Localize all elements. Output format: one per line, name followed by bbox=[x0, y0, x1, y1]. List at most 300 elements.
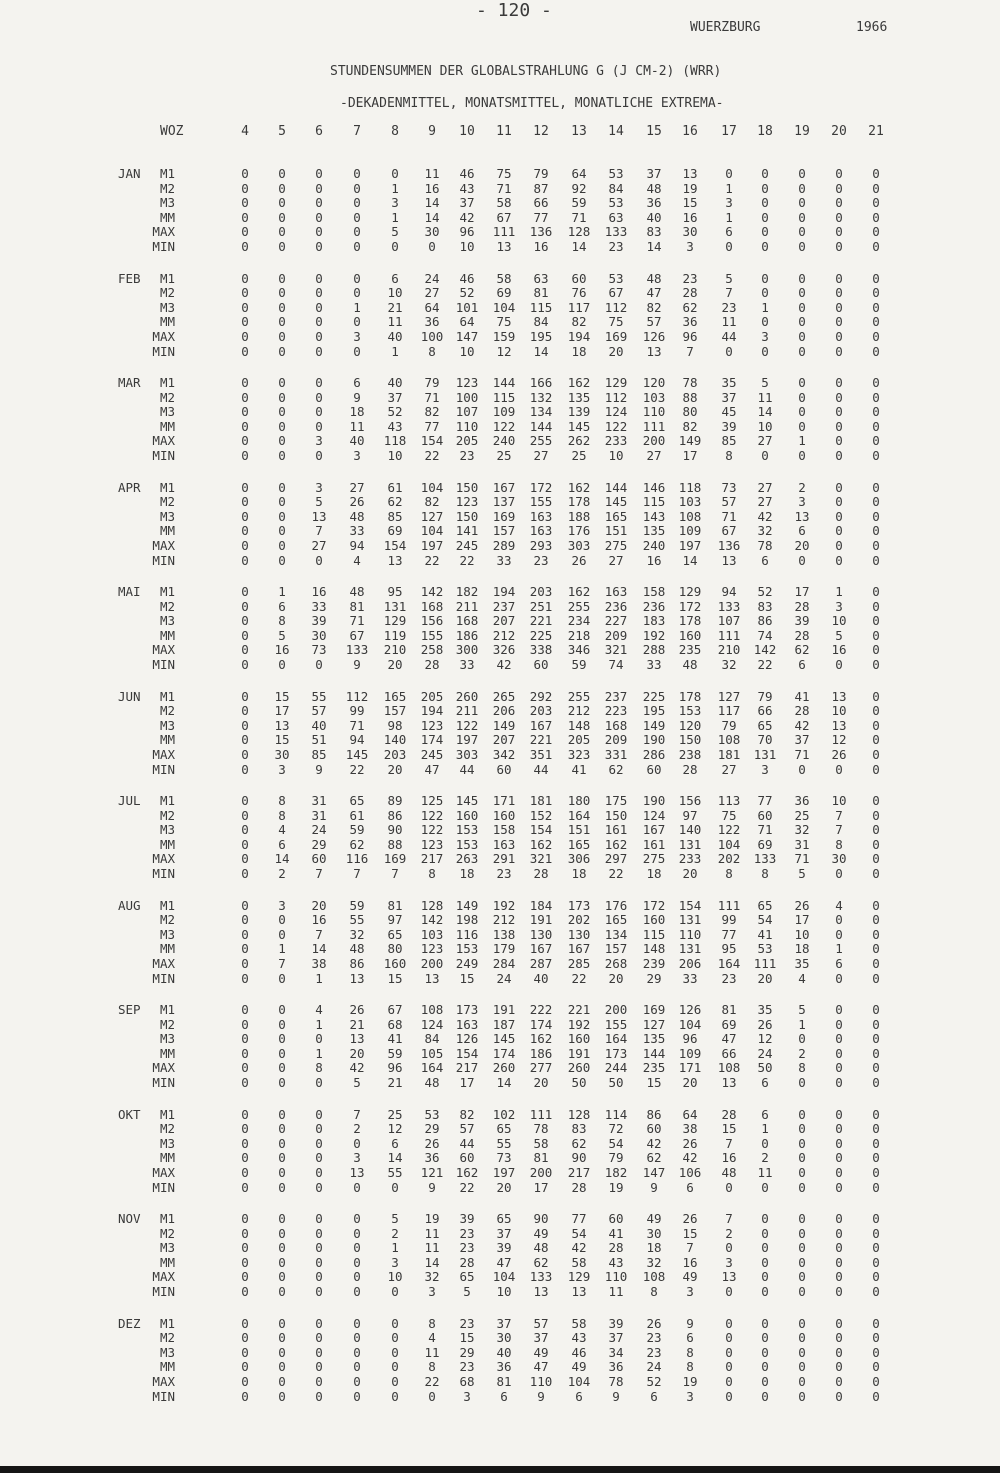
table-cell: 8 bbox=[428, 1315, 436, 1331]
table-row bbox=[0, 166, 1000, 181]
table-cell: 0 bbox=[872, 375, 880, 390]
table-cell: 102 bbox=[492, 1106, 516, 1122]
table-cell: 115 bbox=[642, 494, 666, 510]
table-cell: 24 bbox=[757, 1045, 773, 1061]
stat-label: MIN bbox=[152, 552, 175, 568]
table-cell: 105 bbox=[420, 1045, 444, 1061]
month-label: OKT bbox=[118, 1106, 141, 1122]
table-cell: 12 bbox=[387, 1121, 403, 1137]
table-cell: 1 bbox=[798, 433, 806, 449]
table-cell: 0 bbox=[315, 375, 323, 390]
table-cell: 0 bbox=[315, 1121, 323, 1137]
table-cell: 0 bbox=[241, 627, 249, 643]
table-cell: 0 bbox=[353, 1179, 361, 1195]
table-row bbox=[0, 494, 1000, 509]
table-cell: 13 bbox=[831, 688, 847, 704]
table-cell: 0 bbox=[353, 1359, 361, 1375]
table-cell: 174 bbox=[420, 732, 444, 748]
table-cell: 104 bbox=[678, 1016, 702, 1032]
table-cell: 0 bbox=[353, 1225, 361, 1241]
table-row bbox=[0, 329, 1000, 344]
table-cell: 22 bbox=[424, 552, 440, 568]
table-cell: 0 bbox=[835, 1106, 843, 1122]
table-row bbox=[0, 239, 1000, 254]
stat-label: MIN bbox=[152, 866, 175, 881]
table-cell: 132 bbox=[529, 389, 553, 405]
table-cell: 0 bbox=[872, 912, 880, 928]
table-cell: 0 bbox=[315, 1373, 323, 1389]
scan-bottom-edge bbox=[0, 1466, 1000, 1473]
table-cell: 0 bbox=[428, 1388, 436, 1404]
table-cell: 0 bbox=[278, 1240, 286, 1256]
stat-label: M3 bbox=[159, 1031, 175, 1047]
table-cell: 0 bbox=[278, 270, 286, 286]
table-cell: 0 bbox=[798, 448, 806, 463]
table-cell: 131 bbox=[678, 912, 702, 928]
table-cell: 0 bbox=[835, 1240, 843, 1256]
table-cell: 223 bbox=[604, 703, 628, 719]
table-cell: 338 bbox=[529, 642, 553, 658]
table-cell: 6 bbox=[391, 270, 399, 286]
stat-label: MIN bbox=[152, 448, 175, 463]
table-cell: 167 bbox=[492, 479, 516, 495]
table-cell: 8 bbox=[278, 613, 286, 629]
table-cell: 245 bbox=[420, 746, 444, 762]
hour-header: 10 bbox=[459, 124, 475, 139]
stat-label: MAX bbox=[152, 642, 175, 658]
table-cell: 65 bbox=[757, 717, 773, 733]
table-cell: 0 bbox=[872, 328, 880, 344]
table-cell: 107 bbox=[717, 613, 741, 629]
stat-label: M3 bbox=[159, 299, 175, 315]
stat-label: M3 bbox=[159, 1240, 175, 1256]
table-cell: 0 bbox=[872, 433, 880, 449]
table-cell: 0 bbox=[241, 285, 249, 301]
table-cell: 157 bbox=[604, 941, 628, 957]
table-cell: 0 bbox=[353, 1315, 361, 1331]
table-cell: 16 bbox=[682, 209, 698, 225]
table-cell: 0 bbox=[391, 1284, 399, 1299]
table-cell: 0 bbox=[315, 285, 323, 301]
table-cell: 26 bbox=[646, 1315, 662, 1331]
table-cell: 0 bbox=[798, 1135, 806, 1151]
table-cell: 255 bbox=[567, 688, 591, 704]
table-cell: 57 bbox=[311, 703, 327, 719]
table-cell: 0 bbox=[315, 209, 323, 225]
table-cell: 106 bbox=[678, 1164, 702, 1180]
table-cell: 85 bbox=[721, 433, 737, 449]
table-row bbox=[0, 375, 1000, 390]
table-cell: 144 bbox=[529, 418, 553, 434]
table-cell: 0 bbox=[278, 166, 286, 181]
table-cell: 48 bbox=[682, 657, 698, 672]
table-cell: 67 bbox=[496, 209, 512, 225]
table-cell: 26 bbox=[349, 494, 365, 510]
table-cell: 127 bbox=[420, 508, 444, 524]
table-cell: 0 bbox=[725, 166, 733, 181]
table-cell: 62 bbox=[349, 836, 365, 852]
table-cell: 0 bbox=[315, 270, 323, 286]
table-cell: 28 bbox=[682, 761, 698, 777]
table-cell: 156 bbox=[678, 793, 702, 808]
table-cell: 36 bbox=[424, 1150, 440, 1166]
table-cell: 145 bbox=[604, 494, 628, 510]
table-cell: 244 bbox=[604, 1060, 628, 1076]
table-cell: 203 bbox=[529, 584, 553, 599]
table-row bbox=[0, 898, 1000, 913]
table-cell: 81 bbox=[721, 1002, 737, 1017]
table-cell: 138 bbox=[492, 926, 516, 942]
table-cell: 0 bbox=[872, 970, 880, 986]
table-cell: 0 bbox=[241, 955, 249, 971]
table-cell: 160 bbox=[642, 912, 666, 928]
table-cell: 202 bbox=[717, 851, 741, 867]
table-cell: 3 bbox=[686, 1388, 694, 1404]
table-cell: 69 bbox=[721, 1016, 737, 1032]
table-cell: 0 bbox=[353, 166, 361, 181]
table-cell: 27 bbox=[757, 494, 773, 510]
table-cell: 0 bbox=[872, 1284, 880, 1299]
table-cell: 0 bbox=[278, 1164, 286, 1180]
table-cell: 178 bbox=[678, 613, 702, 629]
table-cell: 4 bbox=[835, 897, 843, 913]
table-cell: 70 bbox=[757, 732, 773, 748]
table-cell: 42 bbox=[794, 717, 810, 733]
table-cell: 0 bbox=[872, 494, 880, 510]
table-cell: 0 bbox=[872, 552, 880, 568]
table-cell: 6 bbox=[761, 1106, 769, 1122]
table-cell: 0 bbox=[798, 1315, 806, 1331]
table-cell: 0 bbox=[315, 418, 323, 434]
table-cell: 30 bbox=[274, 746, 290, 762]
table-row bbox=[0, 224, 1000, 239]
table-cell: 27 bbox=[533, 448, 549, 463]
table-cell: 7 bbox=[725, 1135, 733, 1151]
table-cell: 131 bbox=[753, 746, 777, 762]
table-cell: 0 bbox=[278, 1031, 286, 1047]
table-cell: 0 bbox=[872, 1016, 880, 1032]
table-cell: 19 bbox=[682, 180, 698, 196]
table-cell: 0 bbox=[798, 1225, 806, 1241]
table-row bbox=[0, 1017, 1000, 1032]
table-cell: 0 bbox=[761, 343, 769, 359]
table-cell: 54 bbox=[757, 912, 773, 928]
table-cell: 0 bbox=[315, 1315, 323, 1331]
table-cell: 120 bbox=[678, 717, 702, 733]
table-row bbox=[0, 1359, 1000, 1374]
table-cell: 0 bbox=[835, 209, 843, 225]
table-cell: 0 bbox=[241, 807, 249, 823]
stat-label: MAX bbox=[152, 224, 175, 240]
stat-label: M2 bbox=[159, 1016, 175, 1032]
hour-header: 11 bbox=[496, 124, 512, 139]
table-cell: 3 bbox=[463, 1388, 471, 1404]
table-cell: 0 bbox=[761, 1240, 769, 1256]
table-cell: 190 bbox=[642, 732, 666, 748]
table-row bbox=[0, 971, 1000, 986]
table-cell: 0 bbox=[835, 508, 843, 524]
table-cell: 321 bbox=[529, 851, 553, 867]
table-row bbox=[0, 956, 1000, 971]
table-cell: 182 bbox=[455, 584, 479, 599]
table-cell: 5 bbox=[798, 866, 806, 881]
table-cell: 0 bbox=[241, 1045, 249, 1061]
table-cell: 7 bbox=[835, 807, 843, 823]
table-cell: 25 bbox=[794, 807, 810, 823]
table-cell: 48 bbox=[646, 270, 662, 286]
table-cell: 60 bbox=[459, 1150, 475, 1166]
table-cell: 82 bbox=[646, 299, 662, 315]
table-cell: 153 bbox=[455, 822, 479, 838]
table-row bbox=[0, 285, 1000, 300]
table-cell: 124 bbox=[642, 807, 666, 823]
table-cell: 0 bbox=[798, 404, 806, 420]
table-cell: 0 bbox=[835, 224, 843, 240]
table-cell: 0 bbox=[872, 1150, 880, 1166]
table-cell: 28 bbox=[571, 1179, 587, 1195]
table-cell: 2 bbox=[761, 1150, 769, 1166]
table-cell: 0 bbox=[872, 657, 880, 672]
table-cell: 111 bbox=[753, 955, 777, 971]
table-cell: 169 bbox=[642, 1002, 666, 1017]
table-cell: 59 bbox=[571, 195, 587, 211]
table-cell: 0 bbox=[872, 389, 880, 405]
table-cell: 0 bbox=[835, 166, 843, 181]
stat-label: MAX bbox=[152, 1164, 175, 1180]
table-row bbox=[0, 1389, 1000, 1404]
table-cell: 0 bbox=[835, 1121, 843, 1137]
table-cell: 33 bbox=[349, 523, 365, 539]
table-cell: 0 bbox=[278, 224, 286, 240]
table-cell: 33 bbox=[311, 598, 327, 614]
table-cell: 46 bbox=[571, 1344, 587, 1360]
table-cell: 83 bbox=[571, 1121, 587, 1137]
stat-label: M3 bbox=[159, 926, 175, 942]
table-cell: 142 bbox=[753, 642, 777, 658]
table-cell: 0 bbox=[278, 343, 286, 359]
table-cell: 174 bbox=[529, 1016, 553, 1032]
month-label: DEZ bbox=[118, 1315, 141, 1331]
table-cell: 0 bbox=[798, 389, 806, 405]
table-cell: 155 bbox=[529, 494, 553, 510]
table-cell: 20 bbox=[608, 343, 624, 359]
table-cell: 6 bbox=[686, 1179, 694, 1195]
table-cell: 11 bbox=[424, 1344, 440, 1360]
table-cell: 25 bbox=[571, 448, 587, 463]
table-cell: 26 bbox=[831, 746, 847, 762]
table-cell: 119 bbox=[383, 627, 407, 643]
table-cell: 110 bbox=[604, 1269, 628, 1285]
table-cell: 0 bbox=[872, 866, 880, 881]
table-cell: 0 bbox=[315, 314, 323, 330]
table-cell: 0 bbox=[761, 270, 769, 286]
table-cell: 0 bbox=[391, 166, 399, 181]
table-cell: 3 bbox=[428, 1284, 436, 1299]
table-cell: 23 bbox=[533, 552, 549, 568]
table-cell: 206 bbox=[678, 955, 702, 971]
table-cell: 2 bbox=[353, 1121, 361, 1137]
table-cell: 27 bbox=[757, 479, 773, 495]
table-cell: 64 bbox=[682, 1106, 698, 1122]
table-cell: 74 bbox=[757, 627, 773, 643]
table-cell: 289 bbox=[492, 537, 516, 553]
table-cell: 23 bbox=[459, 1315, 475, 1331]
table-cell: 145 bbox=[345, 746, 369, 762]
table-cell: 11 bbox=[424, 166, 440, 181]
table-cell: 0 bbox=[278, 1075, 286, 1090]
table-cell: 0 bbox=[761, 1211, 769, 1226]
table-cell: 164 bbox=[567, 807, 591, 823]
table-cell: 0 bbox=[725, 1240, 733, 1256]
table-cell: 20 bbox=[682, 866, 698, 881]
table-cell: 122 bbox=[717, 822, 741, 838]
table-cell: 234 bbox=[567, 613, 591, 629]
table-cell: 0 bbox=[241, 836, 249, 852]
table-row bbox=[0, 1107, 1000, 1122]
table-cell: 23 bbox=[459, 1225, 475, 1241]
table-cell: 0 bbox=[278, 418, 286, 434]
stat-label: MIN bbox=[152, 1388, 175, 1404]
table-cell: 20 bbox=[757, 970, 773, 986]
table-cell: 48 bbox=[349, 941, 365, 957]
table-cell: 0 bbox=[872, 285, 880, 301]
table-cell: 75 bbox=[496, 314, 512, 330]
table-row bbox=[0, 1060, 1000, 1075]
table-cell: 251 bbox=[529, 598, 553, 614]
table-cell: 157 bbox=[492, 523, 516, 539]
table-cell: 3 bbox=[761, 328, 769, 344]
table-cell: 11 bbox=[757, 389, 773, 405]
table-cell: 0 bbox=[835, 1179, 843, 1195]
table-cell: 0 bbox=[798, 1330, 806, 1346]
table-cell: 8 bbox=[725, 866, 733, 881]
stat-label: M1 bbox=[159, 166, 175, 181]
table-row bbox=[0, 1031, 1000, 1046]
table-cell: 82 bbox=[459, 1106, 475, 1122]
table-cell: 0 bbox=[872, 314, 880, 330]
table-cell: 126 bbox=[455, 1031, 479, 1047]
table-cell: 13 bbox=[646, 343, 662, 359]
table-cell: 162 bbox=[567, 479, 591, 495]
table-cell: 67 bbox=[721, 523, 737, 539]
table-cell: 37 bbox=[459, 195, 475, 211]
table-cell: 49 bbox=[571, 1359, 587, 1375]
table-cell: 0 bbox=[241, 418, 249, 434]
table-cell: 0 bbox=[353, 270, 361, 286]
table-cell: 37 bbox=[646, 166, 662, 181]
table-row bbox=[0, 1002, 1000, 1017]
table-cell: 0 bbox=[391, 1179, 399, 1195]
table-cell: 0 bbox=[241, 613, 249, 629]
table-row bbox=[0, 747, 1000, 762]
table-cell: 9 bbox=[650, 1179, 658, 1195]
table-cell: 0 bbox=[315, 1269, 323, 1285]
stat-label: MM bbox=[159, 1254, 175, 1270]
table-cell: 72 bbox=[608, 1121, 624, 1137]
table-cell: 116 bbox=[345, 851, 369, 867]
table-cell: 107 bbox=[455, 404, 479, 420]
table-cell: 83 bbox=[646, 224, 662, 240]
table-cell: 150 bbox=[455, 479, 479, 495]
table-cell: 0 bbox=[872, 642, 880, 658]
table-cell: 133 bbox=[717, 598, 741, 614]
month-label: SEP bbox=[118, 1002, 141, 1017]
table-cell: 5 bbox=[278, 627, 286, 643]
table-cell: 41 bbox=[757, 926, 773, 942]
table-cell: 0 bbox=[353, 239, 361, 254]
table-cell: 1 bbox=[391, 180, 399, 196]
table-cell: 0 bbox=[872, 343, 880, 359]
table-cell: 0 bbox=[872, 508, 880, 524]
table-cell: 15 bbox=[459, 970, 475, 986]
table-cell: 0 bbox=[725, 343, 733, 359]
table-cell: 0 bbox=[798, 224, 806, 240]
table-cell: 8 bbox=[428, 866, 436, 881]
table-cell: 47 bbox=[533, 1359, 549, 1375]
table-cell: 0 bbox=[241, 1254, 249, 1270]
table-cell: 0 bbox=[353, 1135, 361, 1151]
table-cell: 35 bbox=[721, 375, 737, 390]
table-cell: 0 bbox=[241, 552, 249, 568]
table-cell: 153 bbox=[455, 941, 479, 957]
table-cell: 0 bbox=[353, 209, 361, 225]
table-cell: 238 bbox=[678, 746, 702, 762]
table-row bbox=[0, 732, 1000, 747]
table-cell: 18 bbox=[571, 343, 587, 359]
table-cell: 38 bbox=[311, 955, 327, 971]
table-cell: 306 bbox=[567, 851, 591, 867]
table-cell: 190 bbox=[642, 793, 666, 808]
table-cell: 124 bbox=[420, 1016, 444, 1032]
table-cell: 14 bbox=[387, 1150, 403, 1166]
table-cell: 0 bbox=[241, 166, 249, 181]
table-cell: 5 bbox=[391, 224, 399, 240]
table-cell: 47 bbox=[496, 1254, 512, 1270]
table-cell: 200 bbox=[604, 1002, 628, 1017]
table-cell: 13 bbox=[721, 552, 737, 568]
table-cell: 263 bbox=[455, 851, 479, 867]
table-cell: 53 bbox=[608, 270, 624, 286]
table-cell: 115 bbox=[492, 389, 516, 405]
table-cell: 0 bbox=[725, 1388, 733, 1404]
table-cell: 300 bbox=[455, 642, 479, 658]
table-cell: 30 bbox=[646, 1225, 662, 1241]
table-cell: 18 bbox=[794, 941, 810, 957]
table-cell: 46 bbox=[459, 270, 475, 286]
table-cell: 52 bbox=[757, 584, 773, 599]
table-cell: 118 bbox=[678, 479, 702, 495]
table-cell: 0 bbox=[315, 1106, 323, 1122]
table-cell: 10 bbox=[794, 926, 810, 942]
table-cell: 195 bbox=[529, 328, 553, 344]
table-cell: 24 bbox=[646, 1359, 662, 1375]
table-cell: 225 bbox=[529, 627, 553, 643]
table-cell: 21 bbox=[349, 1016, 365, 1032]
stat-label: MAX bbox=[152, 433, 175, 449]
table-cell: 0 bbox=[835, 1031, 843, 1047]
table-cell: 0 bbox=[241, 389, 249, 405]
table-cell: 84 bbox=[608, 180, 624, 196]
table-cell: 0 bbox=[241, 494, 249, 510]
table-cell: 3 bbox=[761, 761, 769, 777]
table-cell: 0 bbox=[761, 1225, 769, 1241]
table-cell: 172 bbox=[678, 598, 702, 614]
table-cell: 178 bbox=[567, 494, 591, 510]
table-cell: 37 bbox=[496, 1225, 512, 1241]
table-cell: 205 bbox=[420, 688, 444, 704]
stat-label: M2 bbox=[159, 494, 175, 510]
table-cell: 109 bbox=[492, 404, 516, 420]
